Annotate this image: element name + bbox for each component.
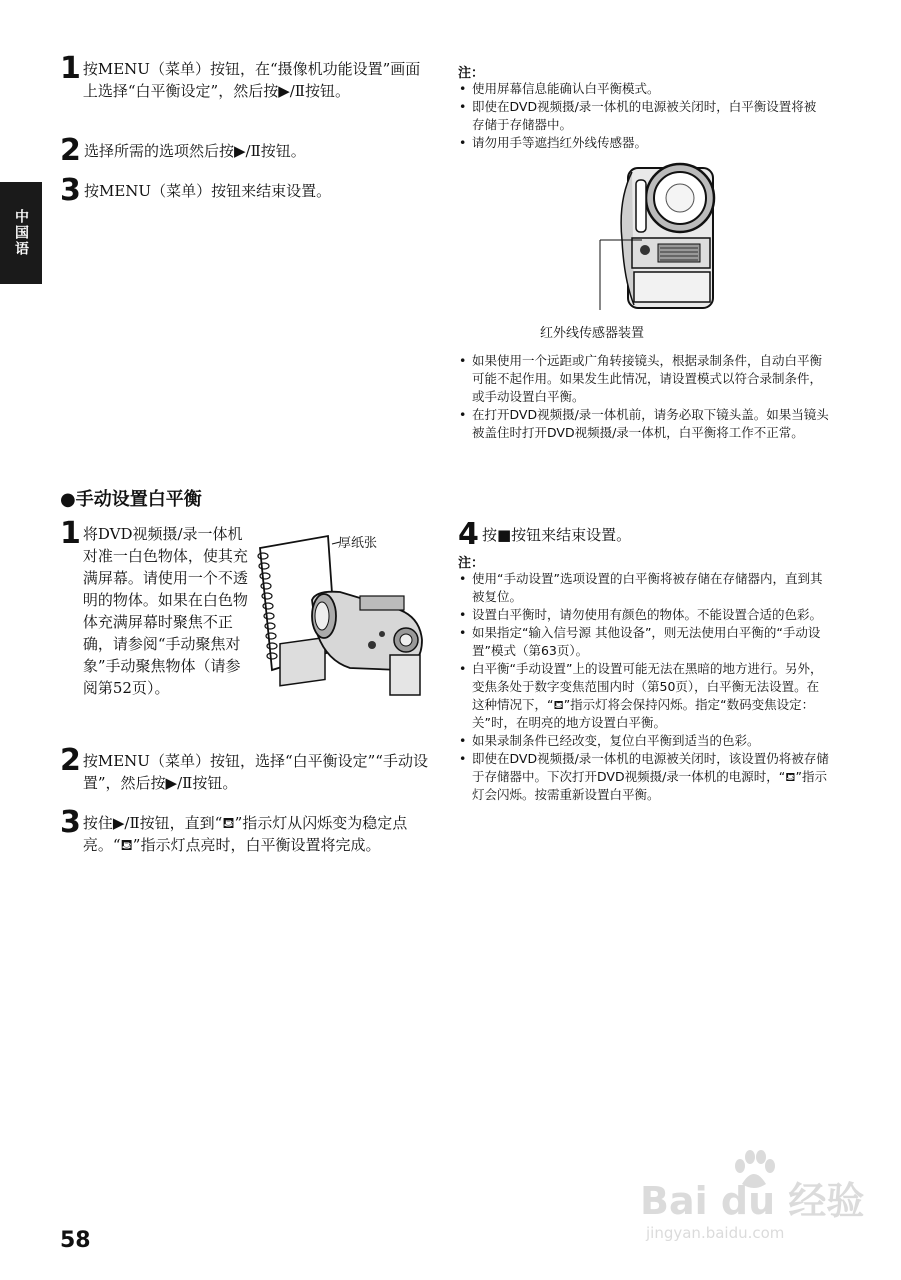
- manual-step-4: [458, 517, 828, 552]
- step-text: 按MENU（菜单）按钮，在“摄像机功能设置”画面上选择“白平衡设定”，然后按▶/Ⅱ按钮。: [82, 60, 421, 100]
- step-number: 2: [60, 133, 81, 168]
- step-number: 1: [60, 51, 81, 86]
- step-number: 1: [60, 516, 81, 551]
- cardboard-label: 厚纸张: [338, 536, 378, 551]
- note-item: • 即使在DVD视频摄/录一体机的电源被关闭时，白平衡设置将被存储于存储器中。: [458, 98, 828, 134]
- step-number: 2: [60, 743, 81, 778]
- note-item: • 如果指定“输入信号源 其他设备”，则无法使用白平衡的“手动设置”模式（第63页）。: [458, 624, 830, 660]
- ir-sensor-caption: 红外线传感器装置: [540, 326, 645, 341]
- step-number: 3: [60, 173, 81, 208]
- section-title: ●手动设置白平衡: [60, 489, 202, 510]
- note-heading: 注：: [458, 66, 485, 81]
- manual-step-1: [60, 516, 250, 699]
- step-text: 将DVD视频摄/录一体机对准一白色物体，使其充满屏幕。请使用一个不透明的物体。如果在白色物体充满屏幕时聚焦不正确，请参阅“手动聚焦对象”手动聚焦物体（请参阅第52页）。: [82, 525, 248, 697]
- camera-ir-sensor-illustration: [590, 160, 725, 310]
- note-list: [458, 352, 830, 442]
- language-tab-label: 中国语: [13, 209, 29, 257]
- step-text: 按■按钮来结束设置。: [482, 526, 632, 544]
- step-number: 4: [458, 517, 479, 552]
- step-3: [60, 173, 435, 208]
- step-text: 按MENU（菜单）按钮，选择“白平衡设定”“手动设置”，然后按▶/Ⅱ按钮。: [82, 752, 428, 792]
- note-item: • 如果录制条件已经改变，复位白平衡到适当的色彩。: [458, 732, 830, 750]
- white-balance-illustration: [250, 530, 440, 705]
- language-tab: [0, 182, 42, 284]
- step-1: [60, 51, 435, 102]
- manual-step-2: [60, 743, 435, 794]
- manual-step-3: [60, 805, 435, 856]
- baidu-watermark: [640, 1150, 870, 1250]
- note-item: • 设置白平衡时，请勿使用有颜色的物体。不能设置合适的色彩。: [458, 606, 830, 624]
- step-number: 3: [60, 805, 81, 840]
- step-text: 按住▶/Ⅱ按钮，直到“⛾”指示灯从闪烁变为稳定点亮。“⛾”指示灯点亮时，白平衡设置将完成。: [82, 814, 408, 854]
- note-item: • 白平衡“手动设置”上的设置可能无法在黑暗的地方进行。另外，变焦条处于数字变焦范围内时（第50页），白平衡无法设置。在这种情况下，“⛾”指示灯将会保持闪烁。指定“数码变焦设定：关”时，在明亮的地方设置白平衡。: [458, 660, 830, 732]
- note-item: • 即使在DVD视频摄/录一体机的电源被关闭时，该设置仍将被存储于存储器中。下次打开DVD视频摄/录一体机的电源时，“⛾”指示灯会闪烁。按需重新设置白平衡。: [458, 750, 830, 804]
- note-item: • 使用屏幕信息能确认白平衡模式。: [458, 80, 828, 98]
- step-2: [60, 133, 435, 168]
- watermark-url: jingyan.baidu.com: [646, 1224, 785, 1242]
- note-item: • 请勿用手等遮挡红外线传感器。: [458, 134, 828, 152]
- note-item: • 在打开DVD视频摄/录一体机前，请务必取下镜头盖。如果当镜头被盖住时打开DVD视频摄/录一体机，白平衡将工作不正常。: [458, 406, 830, 442]
- watermark-brand: Bai du 经验: [640, 1179, 865, 1223]
- step-text: 选择所需的选项然后按▶/Ⅱ按钮。: [84, 142, 306, 160]
- note-item: • 如果使用一个远距或广角转接镜头，根据录制条件，自动白平衡可能不起作用。如果发生此情况，请设置模式以符合录制条件，或手动设置白平衡。: [458, 352, 830, 406]
- page-number: 58: [60, 1228, 91, 1253]
- step-text: 按MENU（菜单）按钮来结束设置。: [84, 182, 332, 200]
- note-list: [458, 80, 828, 152]
- note-item: • 使用“手动设置”选项设置的白平衡将被存储在存储器内，直到其被复位。: [458, 570, 830, 606]
- note-list: [458, 570, 830, 804]
- note-heading: 注：: [458, 556, 485, 571]
